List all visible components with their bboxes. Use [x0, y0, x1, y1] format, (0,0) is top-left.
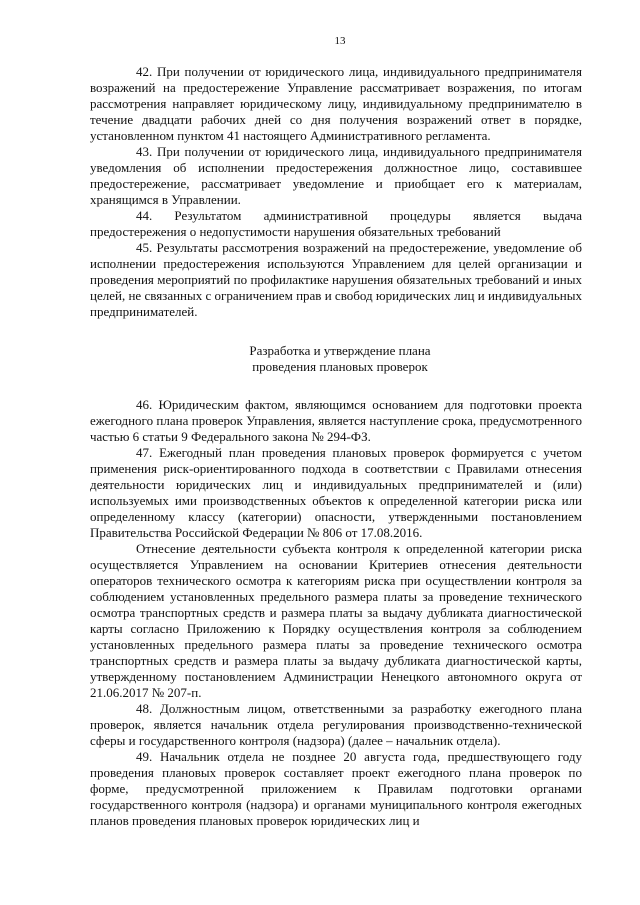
section-heading-line-2: проведения плановых проверок	[252, 359, 428, 374]
paragraph-44: 44. Результатом административной процедуры является выдача предостережения о недопустимости нарушения обязательных требований	[90, 208, 582, 239]
paragraph-49: 49. Начальник отдела не позднее 20 августа года, предшествующего году проведения плановых проверок составляет проект ежегодного плана проверок по форме, предусмотренной приложением к Правилам подготовки органами государственного контроля (надзора) и органами муниципального контроля ежегодных планов проведения плановых проверок юридических лиц и	[90, 749, 582, 828]
paragraph-48: 48. Должностным лицом, ответственными за разработку ежегодного плана проверок, является начальник отдела регулирования производственно-технической сферы и государственного контроля (надзора) (далее – начальник отдела).	[90, 701, 582, 748]
paragraph-42: 42. При получении от юридического лица, индивидуального предпринимателя возражений на предостережение Управление рассматривает возражения, по итогам рассмотрения направляет юридическому лицу, индивидуальному предпринимателю в течение двадцати рабочих дней со дня получения возражений ответ в порядке, установленном пунктом 41 настоящего Административного регламента.	[90, 64, 582, 143]
paragraphs-top	[90, 64, 582, 320]
section-heading-line-1: Разработка и утверждение плана	[249, 343, 431, 358]
paragraph-43: 43. При получении от юридического лица, индивидуального предпринимателя уведомления об исполнении предостережения должностное лицо, составившее предостережение, рассматривает уведомление и приобщает его к материалам, хранящимся в Управлении.	[90, 144, 582, 207]
paragraphs-bottom	[90, 397, 582, 829]
paragraph-47: 47. Ежегодный план проведения плановых проверок формируется с учетом применения риск-ориентированного подхода в соответствии с Правилами отнесения деятельности юридических лиц и индивидуальных предпринимателей и (или) используемых ими производственных объектов к определенной категории риска или определенному классу (категории) опасности, утвержденными постановлением Правительства Российской Федерации № 806 от 17.08.2016.	[90, 445, 582, 540]
paragraph-45: 45. Результаты рассмотрения возражений на предостережение, уведомление об исполнении предостережения используются Управлением для целей организации и проведения мероприятий по профилактике нарушения обязательных требований и иных целей, не связанных с ограничением прав и свобод юридических лиц и индивидуальных предпринимателей.	[90, 240, 582, 319]
page-number: 13	[334, 35, 346, 47]
paragraph-47-continued: Отнесение деятельности субъекта контроля к определенной категории риска осуществляется Управлением на основании Критериев отнесения деятельности операторов технического осмотра к категориям риска при осуществлении контроля за соблюдением установленных предельного размера платы за проведение технического осмотра транспортных средств и размера платы за выдачу дубликата диагностической карты согласно Приложению к Порядку осуществления контроля за соблюдением установленных предельного размера платы за проведение технического осмотра транспортных средств и размера платы за выдачу дубликата диагностической карты, утвержденному постановлением Администрации Ненецкого автономного округа от 21.06.2017 № 207-п.	[90, 541, 582, 700]
section-heading	[90, 343, 582, 375]
paragraph-46: 46. Юридическим фактом, являющимся основанием для подготовки проекта ежегодного плана проверок Управления, является наступление срока, предусмотренного частью 6 статьи 9 Федерального закона № 294-ФЗ.	[90, 397, 582, 444]
